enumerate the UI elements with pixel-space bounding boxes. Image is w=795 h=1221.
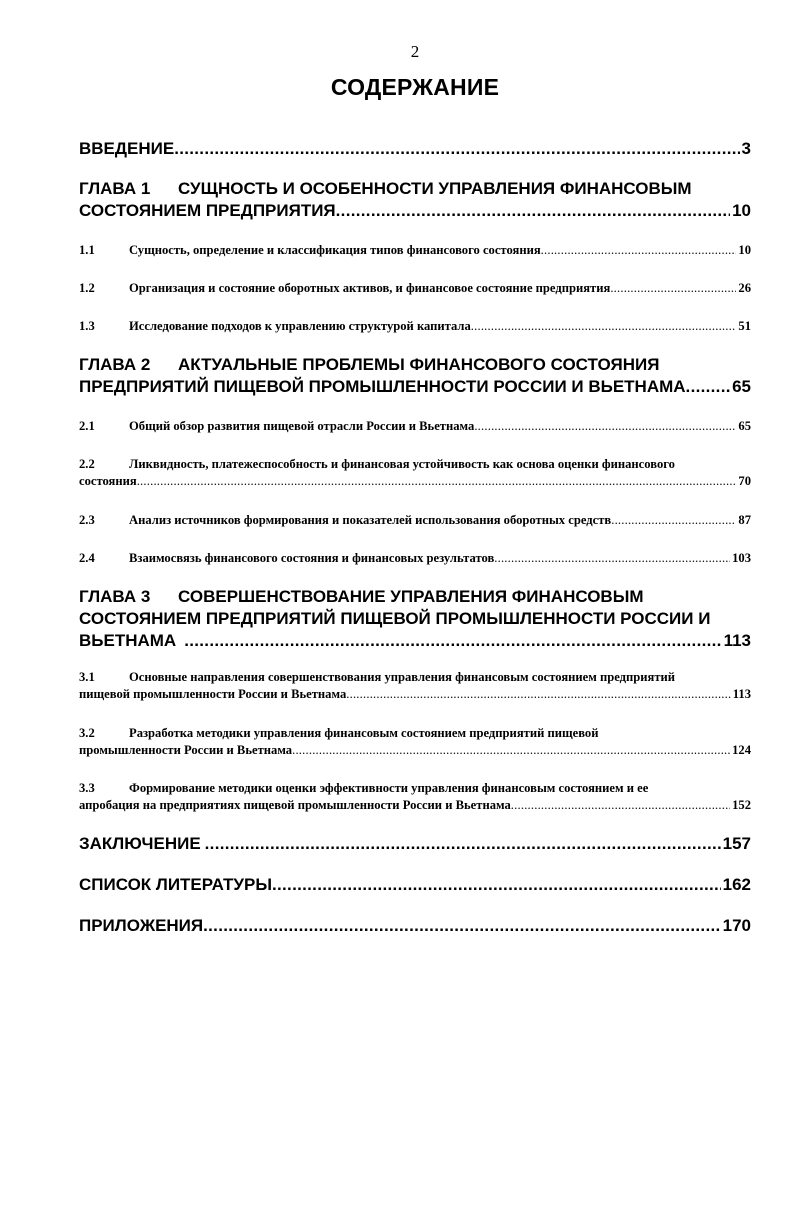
chapter-label: ГЛАВА 1	[79, 179, 151, 198]
dot-leader	[203, 915, 721, 937]
section-title: Анализ источников формирования и показателей использования оборотных средств	[129, 513, 612, 527]
dot-leader	[346, 686, 731, 702]
toc-entry-conclusion[interactable]	[79, 833, 751, 855]
toc-entry-title: СПИСОК ЛИТЕРАТУРЫ	[79, 875, 272, 894]
toc-section-2-4[interactable]	[79, 550, 751, 566]
dot-leader	[610, 280, 736, 296]
toc-entry-references[interactable]	[79, 874, 751, 896]
toc-entry-introduction[interactable]	[79, 138, 751, 160]
toc-page-number: 51	[738, 319, 751, 333]
section-title: Исследование подходов к управлению структурой капитала	[129, 319, 471, 333]
dot-leader	[336, 200, 730, 222]
section-number: 1.3	[79, 319, 95, 333]
dot-leader	[511, 797, 730, 813]
chapter-title-line: АКТУАЛЬНЫЕ ПРОБЛЕМЫ ФИНАНСОВОГО СОСТОЯНИЯ	[178, 355, 660, 374]
section-number: 2.1	[79, 419, 95, 433]
toc-chapter-3[interactable]	[79, 586, 751, 652]
section-title-line: промышленности России и Вьетнама	[79, 743, 293, 757]
dot-leader	[137, 473, 737, 489]
section-title: Общий обзор развития пищевой отрасли России и Вьетнама	[129, 419, 475, 433]
dot-leader	[272, 874, 721, 896]
toc-page-number: 10	[738, 243, 751, 257]
toc-page-number: 10	[732, 201, 751, 220]
toc-section-3-1[interactable]	[79, 669, 751, 702]
toc-page-number: 170	[722, 916, 751, 935]
toc-section-1-1[interactable]	[79, 242, 751, 258]
toc-page-number: 103	[732, 551, 751, 565]
section-title: Сущность, определение и классификация типов финансового состояния	[129, 243, 541, 257]
toc-entry-title: ПРИЛОЖЕНИЯ	[79, 916, 204, 935]
chapter-title-line: СОСТОЯНИЕМ ПРЕДПРИЯТИЙ ПИЩЕВОЙ ПРОМЫШЛЕННОСТИ РОССИИ И	[79, 609, 711, 628]
section-number: 1.1	[79, 243, 95, 257]
toc-page-number: 70	[738, 474, 751, 488]
chapter-label: ГЛАВА 2	[79, 355, 151, 374]
section-title: Организация и состояние оборотных активов, и финансовое состояние предприятия	[129, 281, 611, 295]
dot-leader	[205, 833, 721, 855]
section-number: 3.3	[79, 781, 95, 795]
dot-leader	[174, 138, 739, 160]
section-title-line: Формирование методики оценки эффективности управления финансовым состоянием и ее	[129, 781, 649, 795]
section-number: 1.2	[79, 281, 95, 295]
section-title: Взаимосвязь финансового состояния и финансовых результатов	[129, 551, 495, 565]
page-number: 2	[410, 42, 420, 61]
toc-page-number: 113	[732, 687, 751, 701]
toc-section-2-2[interactable]	[79, 456, 751, 489]
dot-leader	[611, 512, 736, 528]
toc-page-number: 87	[738, 513, 751, 527]
toc-page-number: 113	[723, 631, 751, 650]
dot-leader	[686, 376, 731, 398]
chapter-title-line: ВЬЕТНАМА	[79, 631, 177, 650]
section-title-line: Ликвидность, платежеспособность и финансовая устойчивость как основа оценки финансового	[129, 457, 675, 471]
dot-leader	[541, 242, 737, 258]
section-title-line: состояния	[79, 474, 137, 488]
toc-page-number: 3	[741, 139, 751, 158]
toc-chapter-1[interactable]	[79, 178, 751, 222]
toc-chapter-2[interactable]	[79, 354, 751, 398]
section-number: 2.2	[79, 457, 95, 471]
toc-entry-title: ЗАКЛЮЧЕНИЕ	[79, 834, 201, 853]
dot-leader	[474, 418, 736, 434]
toc-page-number: 162	[722, 875, 751, 894]
toc-section-2-1[interactable]	[79, 418, 751, 434]
chapter-label: ГЛАВА 3	[79, 587, 151, 606]
toc-section-1-2[interactable]	[79, 280, 751, 296]
toc-page-number: 124	[732, 743, 751, 757]
page-title: СОДЕРЖАНИЕ	[330, 74, 500, 100]
section-title-line: пищевой промышленности России и Вьетнама	[79, 687, 347, 701]
section-number: 3.1	[79, 670, 95, 684]
toc-page-number: 157	[722, 834, 751, 853]
chapter-title-line: СОСТОЯНИЕМ ПРЕДПРИЯТИЯ	[79, 201, 336, 220]
section-title-line: апробация на предприятиях пищевой промышленности России и Вьетнама	[79, 798, 511, 812]
dot-leader	[184, 630, 721, 652]
section-number: 2.4	[79, 551, 95, 565]
toc-page-number: 26	[738, 281, 751, 295]
section-number: 2.3	[79, 513, 95, 527]
chapter-title-line: ПРЕДПРИЯТИЙ ПИЩЕВОЙ ПРОМЫШЛЕННОСТИ РОССИИ И ВЬЕТНАМА	[79, 377, 686, 396]
toc-entry-title: ВВЕДЕНИЕ	[79, 139, 175, 158]
toc-page-number: 65	[738, 419, 751, 433]
toc-page-number: 152	[732, 798, 751, 812]
toc-section-3-3[interactable]	[79, 780, 751, 813]
section-title-line: Основные направления совершенствования управления финансовым состоянием предприятий	[129, 670, 676, 684]
toc-section-1-3[interactable]	[79, 318, 751, 334]
section-number: 3.2	[79, 726, 95, 740]
toc-page-number: 65	[732, 377, 751, 396]
dot-leader	[494, 550, 730, 566]
toc-section-3-2[interactable]	[79, 725, 751, 758]
toc-entry-appendices[interactable]	[79, 915, 751, 937]
section-title-line: Разработка методики управления финансовым состоянием предприятий пищевой	[129, 726, 599, 740]
chapter-title-line: СОВЕРШЕНСТВОВАНИЕ УПРАВЛЕНИЯ ФИНАНСОВЫМ	[178, 587, 644, 606]
dot-leader	[292, 742, 730, 758]
toc-section-2-3[interactable]	[79, 512, 751, 528]
dot-leader	[471, 318, 737, 334]
chapter-title-line: СУЩНОСТЬ И ОСОБЕННОСТИ УПРАВЛЕНИЯ ФИНАНСОВЫМ	[178, 179, 692, 198]
